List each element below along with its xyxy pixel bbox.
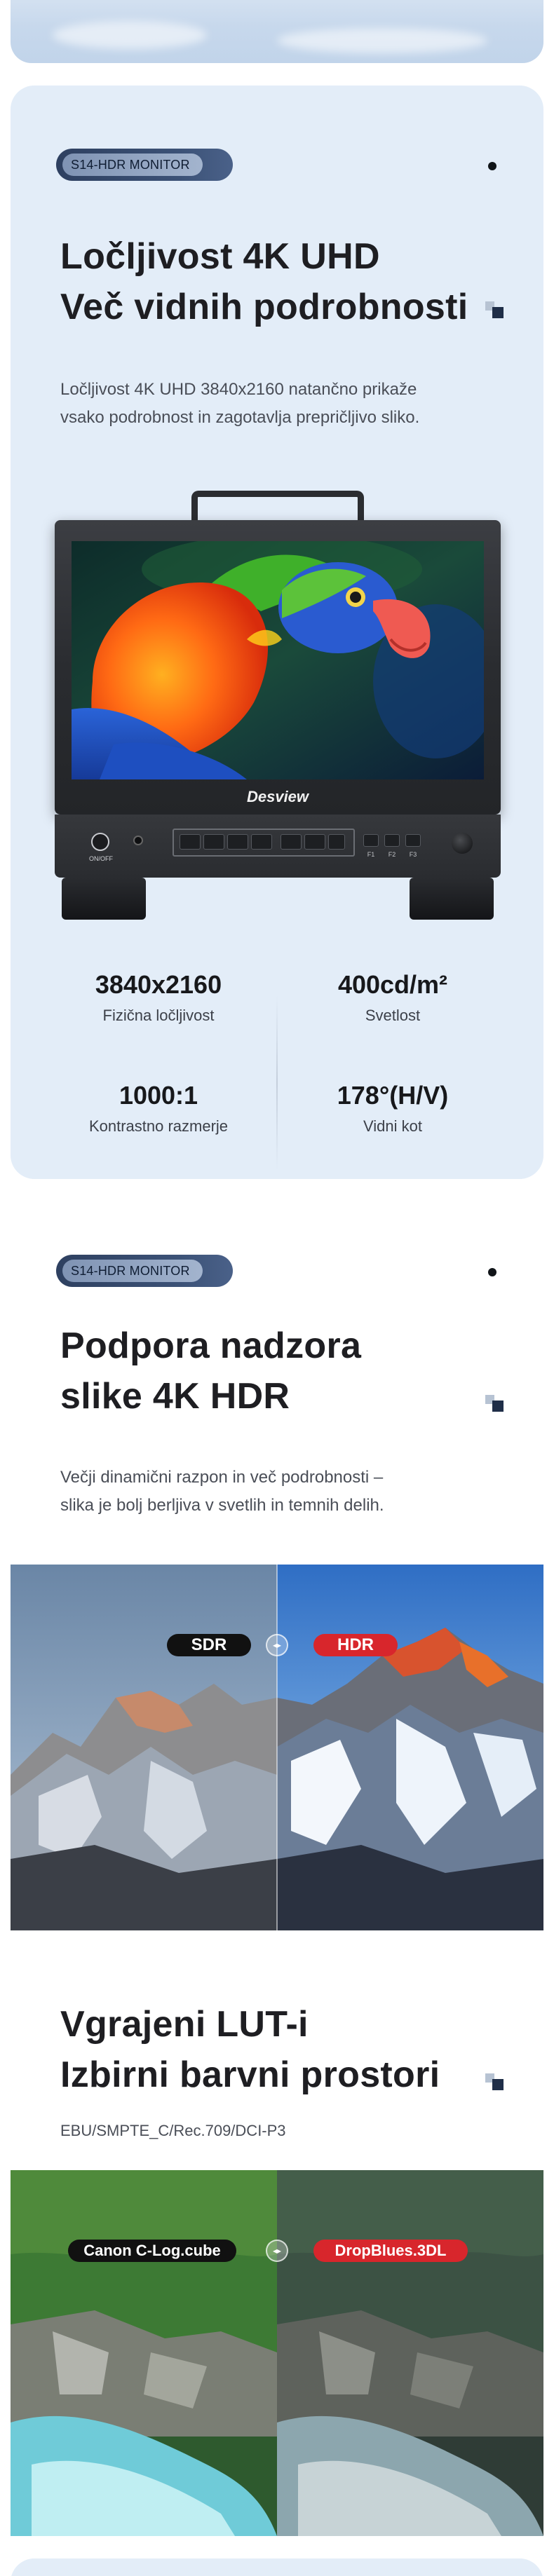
panel-button-5[interactable] [281, 834, 302, 850]
power-button[interactable] [91, 833, 109, 851]
monitor-image [55, 491, 501, 911]
badge-label-2: S14-HDR MONITOR [62, 1260, 203, 1282]
badge-label: S14-HDR MONITOR [62, 154, 203, 176]
monitor-control-panel [55, 815, 501, 878]
lut-comparison [11, 2170, 543, 2536]
comparison-divider [276, 1565, 278, 1930]
panel-button-2[interactable] [203, 834, 224, 850]
stat-label-viewing-angle: Vidni kot [363, 1117, 422, 1135]
title-line-1: Vgrajeni LUT-i [60, 2004, 309, 2045]
hdr-section-title [60, 1321, 361, 1422]
lut-description: EBU/SMPTE_C/Rec.709/DCI-P3 [60, 2122, 286, 2139]
f3-label: F3 [409, 851, 417, 858]
next-section-card [11, 2558, 543, 2576]
title-line-2: slike 4K HDR [60, 1376, 290, 1417]
product-badge [56, 149, 233, 181]
product-badge-2 [56, 1255, 233, 1287]
monitor-foot-right [410, 878, 494, 920]
dot-icon [488, 162, 496, 170]
monitor-brand-logo [55, 788, 501, 806]
monitor-foot-left [62, 878, 146, 920]
panel-button-4[interactable] [251, 834, 272, 850]
sdr-label: SDR [167, 1634, 251, 1656]
brand-text: Desview [246, 788, 309, 805]
panel-button-1[interactable] [180, 834, 201, 850]
swap-arrows-icon[interactable]: ◂▸ [266, 2240, 288, 2262]
stat-value-contrast: 1000:1 [119, 1081, 198, 1110]
lut-right-label: DropBlues.3DL [313, 2240, 468, 2262]
headphone-jack [133, 836, 143, 845]
f1-label: F1 [367, 851, 375, 858]
stat-value-brightness: 400cd/m² [337, 970, 448, 999]
f2-label: F2 [388, 851, 396, 858]
f3-button[interactable] [405, 834, 421, 847]
navigation-pad[interactable] [429, 824, 443, 865]
previous-section-card [11, 0, 543, 63]
desc-line-1: Ločljivost 4K UHD 3840x2160 natančno prikaže [60, 380, 417, 399]
monitor-screen [72, 541, 484, 779]
section-description [60, 376, 419, 432]
lut-left-label: Canon C-Log.cube [68, 2240, 236, 2262]
desc-line-2: vsako podrobnost in zagotavlja prepričljivo sliko. [60, 408, 420, 427]
title-line-2: Izbirni barvni prostori [60, 2054, 440, 2095]
title-line-1: Podpora nadzora [60, 1326, 362, 1366]
hdr-half [277, 1565, 543, 1930]
squares-icon [485, 301, 504, 320]
power-label: ON/OFF [89, 855, 113, 862]
log-half [11, 2170, 277, 2536]
lut-section-title [60, 1999, 440, 2100]
f1-button[interactable] [363, 834, 379, 847]
desc-line-2: slika je bolj berljiva v svetlih in temnih delih. [60, 1496, 384, 1515]
lut-applied-half [277, 2170, 543, 2536]
hdr-label: HDR [313, 1634, 398, 1656]
stat-value-viewing-angle: 178°(H/V) [337, 1081, 449, 1110]
control-knob[interactable] [452, 833, 473, 854]
stat-label-resolution: Fizična ločljivost [102, 1007, 215, 1024]
stat-label-brightness: Svetlost [365, 1007, 421, 1024]
sdr-hdr-comparison [11, 1565, 543, 1930]
stats-divider [276, 995, 278, 1171]
panel-button-3[interactable] [227, 834, 248, 850]
section-title [60, 231, 468, 332]
f2-button[interactable] [384, 834, 400, 847]
panel-button-6[interactable] [304, 834, 325, 850]
dot-icon [488, 1268, 496, 1276]
desc-line-1: Večji dinamični razpon in več podrobnosti – [60, 1468, 384, 1487]
stat-label-contrast: Kontrastno razmerje [88, 1117, 229, 1135]
squares-icon [485, 1395, 504, 1413]
title-line-2: Več vidnih podrobnosti [60, 287, 468, 327]
sdr-half [11, 1565, 277, 1930]
parrot-image [72, 541, 484, 779]
monitor-chassis [55, 520, 501, 815]
panel-button-7[interactable] [328, 834, 345, 850]
swap-arrows-icon[interactable]: ◂▸ [266, 1634, 288, 1656]
hdr-description [60, 1464, 384, 1520]
squares-icon [485, 2073, 504, 2092]
stat-value-resolution: 3840x2160 [95, 970, 222, 999]
title-line-1: Ločljivost 4K UHD [60, 236, 380, 277]
